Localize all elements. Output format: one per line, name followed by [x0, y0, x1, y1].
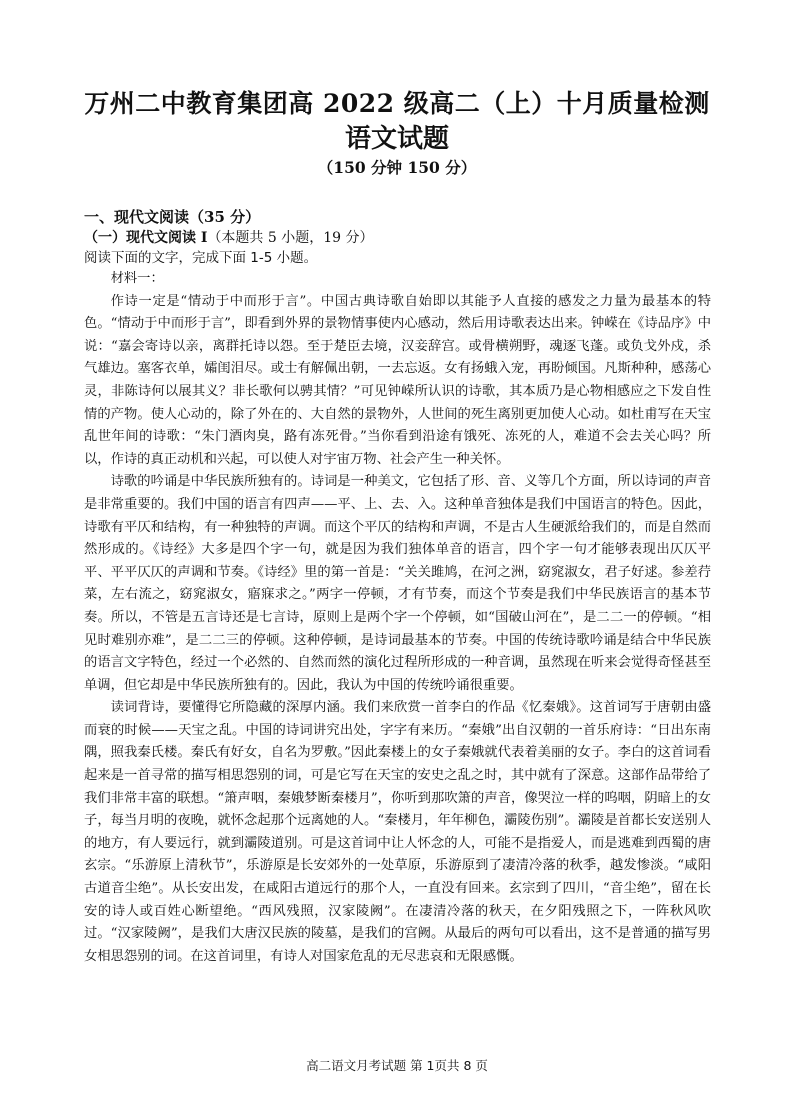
reading-instruction: 阅读下面的文字，完成下面 1-5 小题。: [84, 250, 318, 266]
article-body: [84, 268, 711, 968]
subsection-title: （一）现代文阅读 I: [84, 230, 208, 246]
material-label: 材料一：: [110, 271, 164, 286]
subsection-note: （本题共 5 小题，19 分）: [207, 230, 374, 246]
subject-title: 语文试题: [344, 124, 449, 154]
exam-title: 万州二中教育集团高 2022 级高二（上）十月质量检测: [84, 89, 710, 118]
article-paragraph: 作诗一定是“情动于中而形于言”。中国古典诗歌自始即以其能予人直接的感发之力量为最基本的特色。“情动于中而形于言”，即看到外界的景物情事使内心感动，然后用诗歌表达出来。钟嵘在《诗品序》中说：“嘉会寄诗以亲，离群托诗以怨。至于楚臣去境，汉妾辞宫。或骨横朔野，魂逐飞蓬。或负戈外戍，杀气雄边。塞客衣单，孀闺泪尽。或士有解佩出朝，一去忘返。女有扬蛾入宠，再盼倾国。凡斯种种，感荡心灵，非陈诗何以展其义？非长歌何以骋其情？”可见钟嵘所认识的诗歌，其本质乃是心物相感应之下发自性情的产物。使人心动的，除了外在的、大自然的景物外，人世间的死生离别更加使人心动。如杜甫写在天宝乱世年间的诗歌：“朱门酒肉臭，路有冻死骨。”当你看到沿途有饿死、冻死的人，难道不会去关心吗？所以，作诗的真正动机和兴起，可以使人对宇宙万物、社会产生一种关怀。: [84, 293, 711, 467]
time-score-line: （150 分钟 150 分）: [317, 158, 477, 177]
page-footer: 高二语文月考试题 第 1页共 8 页: [306, 1058, 488, 1073]
article-paragraph: 读词背诗，要懂得它所隐藏的深厚内涵。我们来欣赏一首李白的作品《忆秦娥》。这首词写于唐朝由盛而衰的时候——天宝之乱。中国的诗词讲究出处，字字有来历。“秦娥”出自汉朝的一首乐府诗：“日出东南隅，照我秦氏楼。秦氏有好女，自名为罗敷。”因此秦楼上的女子秦娥就代表着美丽的女子。李白的这首词看起来是一首寻常的描写相思怨别的词，可是它写在天宝的安史之乱之时，其中就有了深意。这部作品带给了我们非常丰富的联想。“箫声咽，秦娥梦断秦楼月”，你听到那吹箫的声音，像哭泣一样的呜咽，阴暗上的女子，每当月明的夜晚，就怀念起那个远离她的人。“秦楼月，年年柳色，灞陵伤别”。灞陵是首都长安送别人的地方，有人要远行，就到灞陵道别。可是这首词中让人怀念的人，可能不是指爱人，而是逃难到西蜀的唐玄宗。“乐游原上清秋节”，乐游原是长安郊外的一处草原，乐游原到了凄清冷落的秋季，越发惨淡。“咸阳古道音尘绝”。从长安出发，在咸阳古道远行的那个人，一直没有回来。玄宗到了四川，“音尘绝”，留在长安的诗人或百姓心断望绝。“西风残照，汉家陵阙”。在凄清冷落的秋天，在夕阳残照之下，一阵秋风吹过。“汉家陵阙”，是我们大唐汉民族的陵墓，是我们的宫阙。从最后的两句可以看出，这不是普通的描写男女相思怨别的词。在这首词里，有诗人对国家危乱的无尽悲哀和无限感慨。: [84, 700, 711, 964]
article-paragraph: 诗歌的吟诵是中华民族所独有的。诗词是一种美文，它包括了形、音、义等几个方面，所以诗词的声音是非常重要的。我们中国的语言有四声——平、上、去、入。这种单音独体是我们中国语言的特色。因此，诗歌有平仄和结构，有一种独特的声调。而这个平仄的结构和声调，不是古人生硬派给我们的，而是自然而然形成的。《诗经》大多是四个字一句，就是因为我们独体单音的语言，四个字一句才能够表现出仄仄平平、平平仄仄的声调和节奏。《诗经》里的第一首是：“关关雎鸠，在河之洲，窈窕淑女，君子好逑。参差荇菜，左右流之，窈窕淑女，寤寐求之。”两字一停顿，才有节奏，而这个节奏是我们中华民族语言的基本节奏。所以，不管是五言诗还是七言诗，原则上是两个字一个停顿，如“国破山河在”，是二二一的停顿。“相见时难别亦难”，是二二三的停顿。这种停顿，是诗词最基本的节奏。中国的传统诗歌吟诵是结合中华民族的语言文字特色，经过一个必然的、自然而然的演化过程所形成的一种音调，虽然现在听来会觉得奇怪甚至单调，但它却是中华民族所独有的。因此，我认为中国的传统吟诵很重要。: [84, 474, 711, 693]
section-heading: 一、现代文阅读（35 分）: [84, 208, 261, 226]
subsection-heading: [84, 227, 374, 247]
